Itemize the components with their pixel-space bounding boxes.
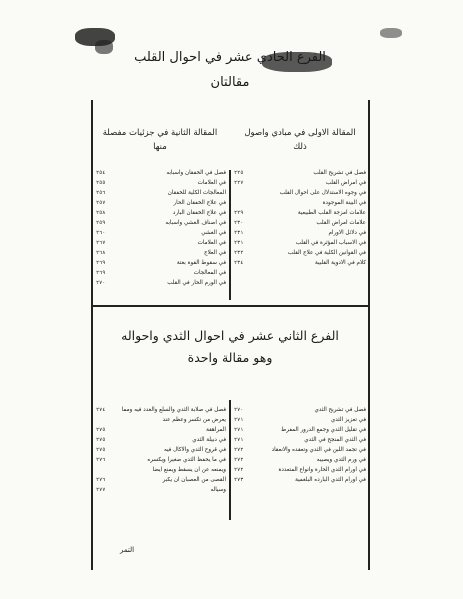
left-column-subtitle: منها — [153, 142, 167, 152]
contents-row — [234, 435, 366, 445]
entry-title: في دبيلة الثدي — [192, 437, 226, 443]
entry-title: في القوانين الكلية في علاج القلب — [287, 250, 366, 256]
entry-title: في ما يحفظ الثدي صغيرا ويكسره — [147, 457, 226, 463]
entry-page: ٢٢٧ — [234, 180, 244, 186]
left-column-title: المقالة الثانية في جزئيات مفصلة — [102, 128, 218, 138]
entry-page: ٢٧٦ — [96, 457, 106, 463]
entry-page: ٢٧١ — [234, 427, 244, 433]
contents-row — [96, 485, 226, 495]
entry-title: في تجمد اللبن في الثدي وتعقده والانعقاد — [271, 447, 366, 453]
entry-page: ٢٥٨ — [96, 210, 106, 216]
contents-row — [96, 178, 226, 188]
entry-page: ٢٣١ — [234, 240, 244, 246]
contents-row — [234, 425, 366, 435]
contents-row — [234, 188, 366, 198]
chapter-subheading: مقالتان — [210, 75, 250, 90]
contents-row — [96, 455, 226, 465]
entry-page: ٢٧٤ — [96, 407, 106, 413]
entry-title: في دلائل الاورام — [328, 230, 366, 236]
entry-title: في العلامات — [197, 180, 226, 186]
entry-title: فصل في الخفقان واسبابه — [166, 170, 226, 176]
entry-page: ٢٧١ — [234, 437, 244, 443]
right-column-title: المقالة الاولى في مبادي واصول — [244, 128, 356, 138]
entry-page: ٢٧٢ — [234, 457, 244, 463]
entry-page: ٢٧٢ — [234, 467, 244, 473]
entry-title: في امراض القلب — [325, 180, 366, 186]
entry-page: ٢٥٥ — [96, 180, 106, 186]
contents-row — [96, 445, 226, 455]
entry-page: ٢٢٩ — [234, 210, 244, 216]
entry-title: القصى من العصبان ان يكبر — [162, 477, 226, 483]
entry-page: ٢٦٠ — [96, 230, 106, 236]
entry-title: في تعزيز الثدي — [330, 417, 366, 423]
section-heading: الفرع الثاني عشر في احوال الثدي واحواله — [121, 328, 339, 343]
contents-row — [96, 218, 226, 228]
entry-page: ٢٧٥ — [96, 427, 106, 433]
entry-page: ٢٧١ — [234, 417, 244, 423]
entry-page: ٢٥٩ — [96, 220, 106, 226]
entry-page: ٢٥٦ — [96, 190, 106, 196]
contents-row — [234, 248, 366, 258]
entry-title: في سقوط القوة بغتة — [176, 260, 226, 266]
contents-list-left — [96, 168, 226, 288]
entry-title: في الورم الحار في القلب — [167, 280, 226, 286]
contents-row — [234, 198, 366, 208]
entry-title: في اصناف الغشي واسبابه — [165, 220, 226, 226]
entry-title: فصل في تشريح القلب — [313, 170, 366, 176]
entry-page: ٢٣٢ — [234, 250, 244, 256]
entry-page: ٢٦٨ — [96, 250, 106, 256]
entry-title: فصل في صلابة الثدي والسلع والغدد فيه ومما — [121, 407, 226, 413]
contents-row — [96, 425, 226, 435]
entry-title: المراهقة — [206, 427, 226, 433]
footer-catchword: التمر — [120, 546, 135, 554]
entry-title: في وجوه الاستدلال على احوال القلب — [279, 190, 366, 196]
entry-page: ٢٧٠ — [96, 280, 106, 286]
section-divider — [91, 305, 369, 307]
entry-page: ٢٦٧ — [96, 240, 106, 246]
entry-title: في قروح الثدي والاكال فيه — [163, 447, 226, 453]
contents-row — [234, 168, 366, 178]
entry-page: ٢٧٢ — [234, 447, 244, 453]
entry-page: ٢٧٥ — [96, 437, 106, 443]
contents-row — [234, 455, 366, 465]
entry-title: فصل في تشريح الثدي — [314, 407, 366, 413]
entry-title: المعالجات الكلية للخفقان — [167, 190, 226, 196]
entry-title: في الثدي المنجح في الثدي — [304, 437, 366, 443]
contents-row — [96, 475, 226, 485]
contents-row — [96, 188, 226, 198]
entry-page: ٢٣١ — [234, 230, 244, 236]
entry-page: ٢٢٥ — [234, 170, 244, 176]
entry-page: ٢٧٥ — [96, 447, 106, 453]
chapter-heading: الفرع الحادي عشر في احوال القلب — [134, 50, 326, 65]
entry-page: ٢٥٧ — [96, 200, 106, 206]
entry-page: ٢٥٤ — [96, 170, 106, 176]
contents-row — [96, 465, 226, 475]
entry-title: علامات امزجة القلب الطبيعية — [297, 210, 366, 216]
entry-title: علامات امراض القلب — [316, 220, 366, 226]
entry-page: ٢٧٦ — [96, 477, 106, 483]
entry-page: ٢٣٠ — [234, 220, 244, 226]
column-divider — [229, 170, 231, 300]
contents-row — [234, 258, 366, 268]
contents-row — [96, 208, 226, 218]
entry-title: ويمنعه عن ان يسقط ويمنع ايضا — [152, 467, 226, 473]
entry-title: كلام في الادوية القلبية — [315, 260, 366, 266]
contents-row — [96, 168, 226, 178]
entry-title: في العلامات — [197, 240, 226, 246]
contents-row — [96, 278, 226, 288]
contents-row — [96, 228, 226, 238]
section-subheading: وهو مقالة واحدة — [187, 350, 273, 365]
contents-row — [234, 415, 366, 425]
contents-row — [234, 465, 366, 475]
contents-row — [96, 248, 226, 258]
entry-title: في اورام الثدي الحارة وانواع المتعددة — [278, 467, 366, 473]
contents-row — [234, 218, 366, 228]
contents-list-right — [234, 168, 366, 268]
entry-title: في الغشي — [201, 230, 226, 236]
contents-row — [234, 475, 366, 485]
contents-row — [234, 405, 366, 415]
entry-page: ٢٧٣ — [234, 477, 244, 483]
entry-title: في ورم الثدي ويصيبه — [316, 457, 366, 463]
entry-page: ٢٣٤ — [234, 260, 244, 266]
contents-row — [234, 178, 366, 188]
entry-title: في البينة الموجودة — [322, 200, 366, 206]
entry-title: يعرض من تكسر وعظم عند — [162, 417, 226, 423]
entry-title: في اورام الثدي البارده البلغمية — [295, 477, 366, 483]
contents-row — [96, 258, 226, 268]
contents-row — [96, 435, 226, 445]
entry-title: في تقليل الثدي وجمع الدرور المفرط — [281, 427, 366, 433]
contents-row — [96, 268, 226, 278]
entry-title: وسياله — [210, 487, 226, 493]
contents-row — [234, 238, 366, 248]
entry-title: في علاج الخفقان البارد — [172, 210, 226, 216]
contents-row — [234, 445, 366, 455]
entry-page: ٢٧٧ — [96, 487, 106, 493]
column-divider-lower — [229, 400, 231, 520]
contents-row — [96, 238, 226, 248]
contents-row — [96, 415, 226, 425]
contents-list-right-lower — [234, 405, 366, 485]
entry-page: ٢٦٩ — [96, 270, 106, 276]
contents-row — [234, 208, 366, 218]
right-column-subtitle: ذلك — [293, 142, 307, 152]
entry-title: في الاسباب المؤثرة في القلب — [295, 240, 366, 246]
contents-row — [96, 405, 226, 415]
contents-row — [234, 228, 366, 238]
entry-title: في العلاج — [203, 250, 226, 256]
entry-title: في علاج الخفقان الحار — [173, 200, 226, 206]
entry-page: ٢٧٠ — [234, 407, 244, 413]
contents-list-left-lower — [96, 405, 226, 495]
contents-row — [96, 198, 226, 208]
ink-smudge — [380, 28, 402, 38]
entry-title: في المعالجات — [193, 270, 226, 276]
entry-page: ٢٦٩ — [96, 260, 106, 266]
